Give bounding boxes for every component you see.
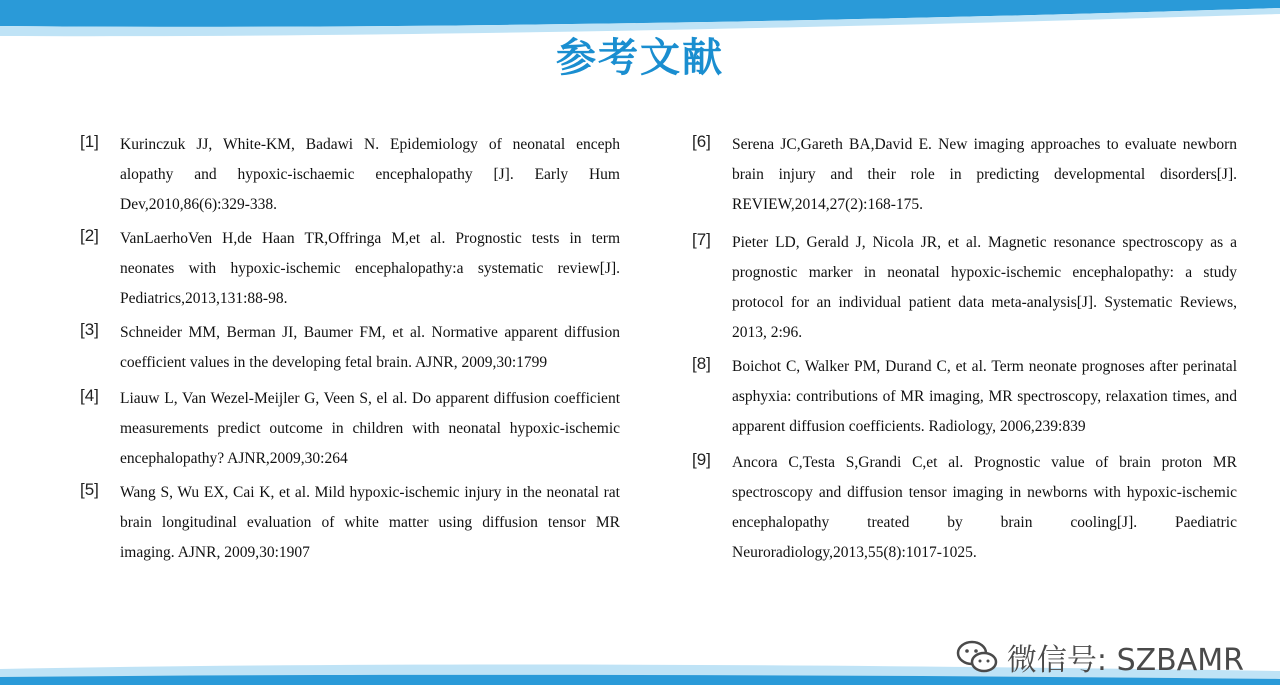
wechat-icon: [955, 639, 999, 675]
watermark-text: 微信号: SZBAMR: [1006, 643, 1244, 678]
reference-text: Kurinczuk JJ, White-KM, Badawi N. Epidemiology of neonatal enceph alopathy and hypoxic-ischaemic encephalopathy [J]. Early Hum Dev,2010,86(6):329-338.: [120, 136, 620, 213]
reference-text: Wang S, Wu EX, Cai K, et al. Mild hypoxic-ischemic injury in the neonatal rat brain longitudinal evaluation of white matter using diffusion tensor MR imaging. AJNR, 2009,30:1907: [120, 484, 620, 561]
reference-number: [1]: [80, 132, 99, 151]
reference-number: [8]: [692, 354, 711, 373]
page-title: 参考文献: [556, 35, 724, 81]
reference-item: [80, 224, 620, 314]
references-left-column: [80, 130, 620, 568]
reference-item: [692, 448, 1237, 568]
reference-text: Boichot C, Walker PM, Durand C, et al. Term neonate prognoses after perinatal asphyxia: contributions of MR imaging, MR spectroscopy, relaxation times, and apparent diffusion coefficients. Radiology, 2006,239:839: [732, 358, 1237, 435]
reference-text: VanLaerhoVen H,de Haan TR,Offringa M,et al. Prognostic tests in term neonates with hypoxic-ischemic encephalopathy:a systematic review[J]. Pediatrics,2013,131:88-98.: [120, 230, 620, 307]
reference-text: Pieter LD, Gerald J, Nicola JR, et al. Magnetic resonance spectroscopy as a prognostic marker in neonatal hypoxic-ischemic encephalopathy: a study protocol for an individual patient data meta-analysis[J]. Systematic Reviews, 2013, 2:96.: [732, 234, 1237, 341]
reference-item: [80, 130, 620, 220]
reference-number: [3]: [80, 320, 99, 339]
reference-number: [2]: [80, 226, 99, 245]
reference-text: Schneider MM, Berman JI, Baumer FM, et al. Normative apparent diffusion coefficient values in the developing fetal brain. AJNR, 2009,30:1799: [120, 324, 620, 371]
reference-number: [5]: [80, 480, 99, 499]
reference-text: Serena JC,Gareth BA,David E. New imaging approaches to evaluate newborn brain injury and their role in predicting developmental disorders[J]. REVIEW,2014,27(2):168-175.: [732, 136, 1237, 213]
reference-item: [80, 478, 620, 568]
reference-number: [7]: [692, 230, 711, 249]
reference-item: [80, 384, 620, 474]
references-right-column: [692, 130, 1237, 568]
reference-text: Liauw L, Van Wezel-Meijler G, Veen S, el al. Do apparent diffusion coefficient measurements predict outcome in children with neonatal hypoxic-ischemic encephalopathy? AJNR,2009,30:264: [120, 390, 620, 467]
watermark: [955, 635, 1244, 679]
reference-item: [692, 352, 1237, 442]
reference-text: Ancora C,Testa S,Grandi C,et al. Prognostic value of brain proton MR spectroscopy and diffusion tensor imaging in newborns with hypoxic-ischemic encephalopathy treated by brain cooling[J]. Paediatric Neuroradiology,2013,55(8):1017-1025.: [732, 454, 1237, 561]
reference-item: [692, 130, 1237, 220]
reference-number: [4]: [80, 386, 99, 405]
reference-item: [692, 228, 1237, 348]
reference-number: [9]: [692, 450, 711, 469]
reference-item: [80, 318, 620, 378]
reference-number: [6]: [692, 132, 711, 151]
